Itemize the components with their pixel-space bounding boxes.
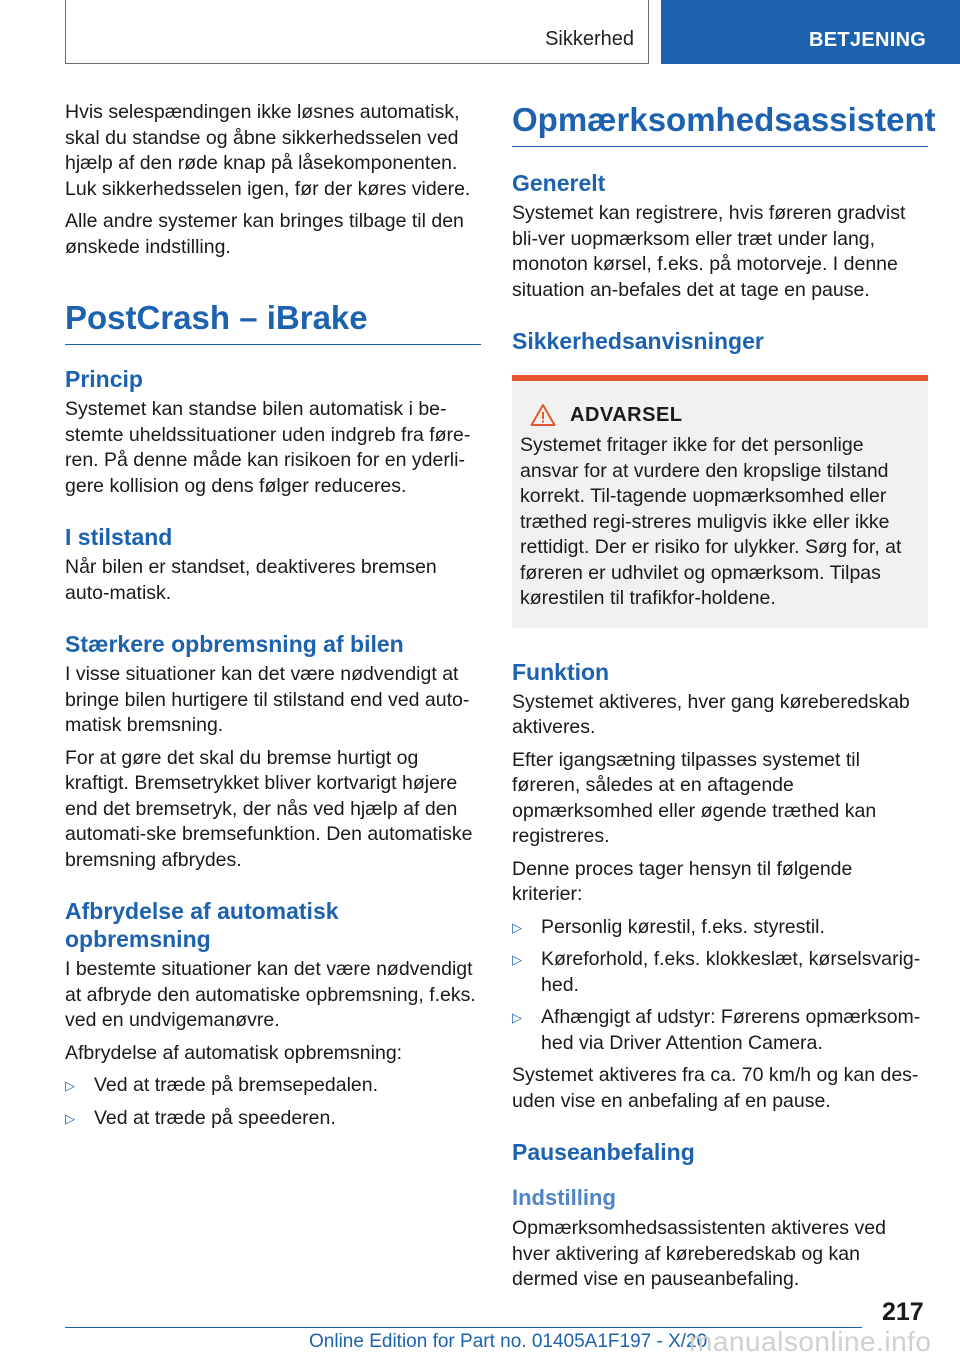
heading-indstilling: Indstilling (512, 1185, 616, 1210)
list-item: ▷ Køreforhold, f.eks. klokkeslæt, kørselsvarig-hed. (512, 948, 921, 996)
heading-staerkere-opbremsning: Stærkere opbremsning af bilen (65, 631, 404, 657)
funktion-paragraph-2: Efter igangsætning tilpasses systemet til føreren, således at en aftagende opmærksomhed eller øgende træthed kan registreres. (512, 748, 877, 847)
triangle-bullet-icon: ▷ (512, 952, 522, 967)
indstilling-paragraph: Opmærksomhedsassistenten aktiveres ved hver aktivering af køreberedskab og kan dermed vise en pauseanbefaling. (512, 1217, 886, 1290)
triangle-bullet-icon: ▷ (65, 1110, 75, 1126)
header-section-title: Sikkerhed (545, 28, 634, 50)
heading-pauseanbefaling: Pauseanbefaling (512, 1139, 695, 1165)
heading-sikkerhedsanvisninger: Sikkerhedsanvisninger (512, 328, 764, 354)
right-column (512, 100, 936, 1300)
list-item: ▷ Ved at træde på speederen. (65, 1106, 481, 1132)
header-section-box (65, 0, 649, 64)
heading-generelt: Generelt (512, 170, 606, 196)
afbrydelse-list (65, 1073, 481, 1131)
funktion-paragraph-1: Systemet aktiveres, hver gang køreberedskab aktiveres. (512, 690, 910, 738)
heading-i-stilstand: I stilstand (65, 524, 173, 550)
warning-header (520, 403, 920, 427)
footer-edition-text: Online Edition for Part no. 01405A1F197 - X/20 (309, 1331, 708, 1352)
heading-funktion: Funktion (512, 658, 610, 685)
intro-paragraph-2: Alle andre systemer kan bringes tilbage til den ønskede indstilling. (65, 210, 464, 258)
princip-paragraph: Systemet kan standse bilen automatisk i be-stemte uheldssituationer uden indgreb fra føre-ren. På denne måde kan risikoen for en yderli-gere kollision og dens følger reduceres. (65, 398, 471, 497)
funktion-criteria-list (512, 915, 928, 1057)
triangle-bullet-icon: ▷ (512, 919, 522, 935)
triangle-bullet-icon: ▷ (512, 1010, 522, 1025)
triangle-bullet-icon: ▷ (65, 1078, 75, 1093)
warning-triangle-icon (530, 403, 556, 427)
generelt-paragraph: Systemet kan registrere, hvis føreren gradvist bli-ver uopmærksom eller træt under lang, monoton kørsel, f.eks. på motorveje. I denne situation an-befales det at tage en pause. (512, 202, 906, 301)
intro-paragraph-1: Hvis selespændingen ikke løsnes automatisk, skal du standse og åbne sikkerhedsselen ved hjælp af den røde knap på låsekomponenten. Luk sikkerhedsselen igen, før der køres videre. (65, 101, 471, 200)
afbrydelse-paragraph-2: Afbrydelse af automatisk opbremsning: (65, 1041, 403, 1064)
footer-watermark: manualsonline.info (689, 1326, 932, 1357)
staerkere-paragraph-2: For at gøre det skal du bremse hurtigt og kraftigt. Bremsetrykket bliver kortvarigt højere end det bremsetryk, der nås ved hjælp af den automati-ske bremsefunktion. Den automatiske bremsning afbrydes. (65, 746, 473, 871)
header-chapter-tab: BETJENING (661, 0, 960, 64)
list-item: ▷ Personlig kørestil, f.eks. styrestil. (512, 915, 928, 941)
stilstand-paragraph: Når bilen er standset, deaktiveres bremsen auto-matisk. (65, 556, 437, 604)
list-item: ▷ Afhængigt af udstyr: Førerens opmærksom-hed via Driver Attention Camera. (512, 1006, 921, 1054)
heading-afbrydelse: Afbrydelse af automatisk opbremsning (65, 898, 339, 952)
heading-postcrash-ibrake: PostCrash – iBrake (65, 298, 481, 345)
list-item: ▷ Ved at træde på bremsepedalen. (65, 1073, 481, 1099)
heading-opmaerksomhedsassistent: Opmærksomhedsassistent (512, 100, 928, 147)
funktion-paragraph-3: Denne proces tager hensyn til følgende kriterier: (512, 857, 853, 905)
warning-text: Systemet fritager ikke for det personlige ansvar for at vurdere den kropslige tilstand korrekt. Til-tagende uopmærksomhed eller træthed regi-streres muligvis ikke eller ikke rettidigt. Der er risiko for ulykker. Sørg for, at føreren er udhvilet og opmærksom. Tilpas kørestilen til trafikfor-holdene. (520, 434, 902, 609)
warning-box (512, 375, 928, 628)
left-column (65, 100, 481, 1138)
afbrydelse-paragraph-1: I bestemte situationer kan det være nødvendigt at afbryde den automatiske opbremsning, f.eks. ved en undvigemanøvre. (65, 958, 476, 1031)
funktion-paragraph-4: Systemet aktiveres fra ca. 70 km/h og kan des-uden vise en anbefaling af en pause. (512, 1064, 919, 1112)
warning-title: ADVARSEL (570, 403, 683, 426)
staerkere-paragraph-1: I visse situationer kan det være nødvendigt at bringe bilen hurtigere til stilstand end ved auto-matisk bremsning. (65, 663, 470, 736)
page-number: 217 (882, 1298, 924, 1326)
heading-princip: Princip (65, 366, 143, 392)
